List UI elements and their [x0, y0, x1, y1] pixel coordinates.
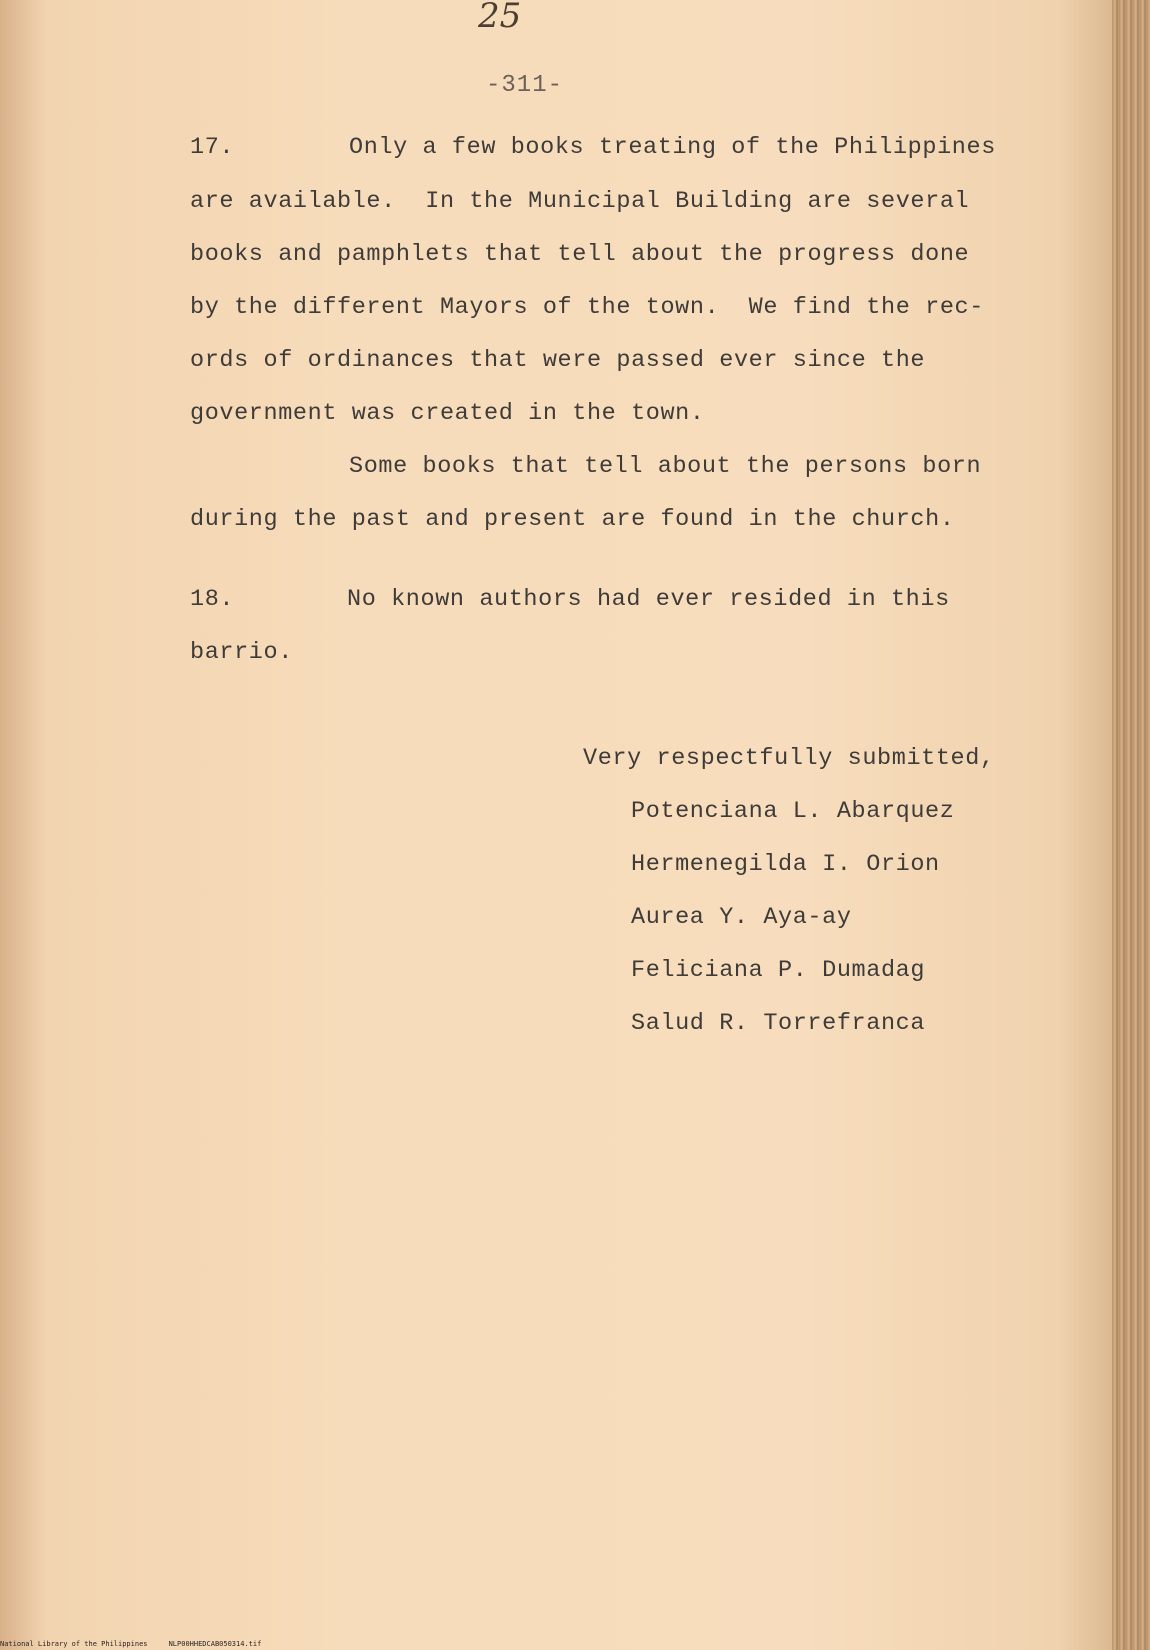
page-number: -311-	[486, 72, 564, 99]
section-17-line-8: during the past and present are found in the church.	[190, 506, 955, 533]
section-17-line-7: Some books that tell about the persons born	[349, 453, 982, 480]
binding-edge	[1112, 0, 1150, 1650]
section-17-line-6: government was created in the town.	[190, 400, 705, 427]
signatory-5: Salud R. Torrefranca	[631, 1010, 926, 1037]
section-17-line-3: books and pamphlets that tell about the progress done	[190, 241, 970, 268]
section-17-line-1: Only a few books treating of the Philippines	[349, 134, 996, 161]
signatory-2: Hermenegilda I. Orion	[631, 851, 940, 878]
section-18-number: 18.	[190, 586, 235, 613]
handwritten-page-mark: 25	[478, 0, 522, 36]
section-18-line-1: No known authors had ever resided in this	[347, 586, 950, 613]
signatory-4: Feliciana P. Dumadag	[631, 957, 926, 984]
signatory-1: Potenciana L. Abarquez	[631, 798, 955, 825]
section-17-line-4: by the different Mayors of the town. We find the rec-	[190, 294, 984, 321]
archive-footer	[0, 1640, 261, 1648]
section-17-line-2: are available. In the Municipal Building are several	[190, 188, 970, 215]
section-18-line-2: barrio.	[190, 639, 293, 666]
section-17-line-5: ords of ordinances that were passed ever since the	[190, 347, 926, 374]
signatory-3: Aurea Y. Aya-ay	[631, 904, 852, 931]
section-17-number: 17.	[190, 134, 235, 161]
closing-salutation: Very respectfully submitted,	[583, 745, 995, 772]
footer-library: National Library of the Philippines	[0, 1640, 148, 1648]
footer-file: NLP00HHEDCAB050314.tif	[168, 1640, 262, 1648]
